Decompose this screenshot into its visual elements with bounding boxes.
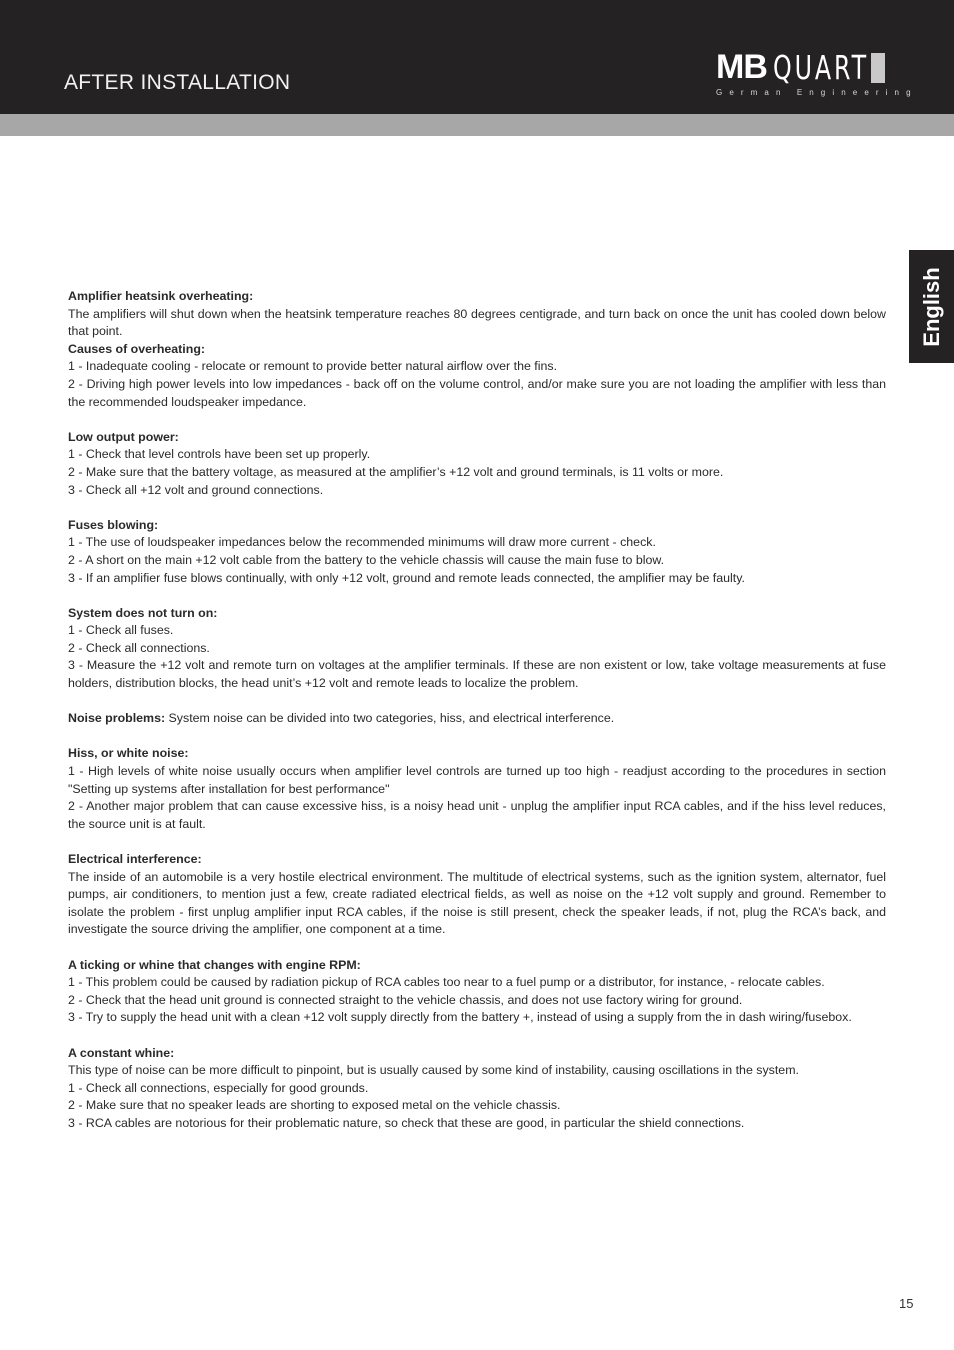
section-line: 1 - Inadequate cooling - relocate or remount to provide better natural airflow over the fins. xyxy=(68,359,558,374)
section-heading: Amplifier heatsink overheating: xyxy=(68,289,254,303)
header-bar xyxy=(0,0,954,114)
section-line: 1 - Check all fuses. xyxy=(68,623,174,638)
section-line: 1 - High levels of white noise usually occurs when amplifier level controls are turned up too high - readjust according to the procedures in section "Setting up systems after installation for best performance" xyxy=(68,764,886,796)
section-line: 3 - Measure the +12 volt and remote turn on voltages at the amplifier terminals. If these are non existent or low, take voltage measurements at fuse holders, distribution blocks, the head unit’s +12 volt and remote leads to localize the problem. xyxy=(68,658,886,691)
brand-logo xyxy=(716,48,918,100)
spacer xyxy=(68,728,886,746)
section-line: The amplifiers will shut down when the heatsink temperature reaches 80 degrees centigrade, and turn back on once the unit has cooled down below that point. xyxy=(68,306,886,339)
section-heading: Electrical interference: xyxy=(68,852,202,866)
noise-problems-paragraph xyxy=(68,710,886,728)
spacer xyxy=(68,939,886,957)
section-line: 1 - Check that level controls have been set up properly. xyxy=(68,447,371,462)
spacer xyxy=(68,411,886,429)
section-heading: Low output power: xyxy=(68,429,179,444)
spacer xyxy=(68,1027,886,1045)
section-line: 2 - Make sure that the battery voltage, as measured at the amplifier’s +12 volt and ground terminals, is 11 volts or more. xyxy=(68,464,724,479)
section-heading: A constant whine: xyxy=(68,1045,175,1060)
section-line: 3 - If an amplifier fuse blows continually, with only +12 volt, ground and remote leads connected, the amplifier may be faulty. xyxy=(68,570,745,585)
section-line: 2 - Make sure that no speaker leads are shorting to exposed metal on the vehicle chassis. xyxy=(68,1098,561,1113)
troubleshooting-content xyxy=(68,288,886,1133)
header-gray-band xyxy=(0,114,954,136)
logo-block-mark xyxy=(871,53,885,83)
section-heading: System does not turn on: xyxy=(68,605,218,620)
logo-mb-text: MB xyxy=(716,48,767,86)
section-heading: A ticking or whine that changes with engine RPM: xyxy=(68,957,361,972)
section-heading: Causes of overheating: xyxy=(68,341,206,356)
section-line: The inside of an automobile is a very hostile electrical environment. The multitude of electrical systems, such as the ignition system, alternator, fuel pumps, air conditioners, to mention just a few, create radiated electrical fields, as well as noise on the +12 volt supply and ground. Remember to isolate the problem - first unplug amplifier input RCA cables, if the noise is still present, check the speaker leads, if not, plug the RCA’s back, and investigate the source driving the amplifier, one component at a time. xyxy=(68,869,886,937)
section-line: 2 - Driving high power levels into low impedances - back off on the volume control, and/or make sure you are not loading the amplifier with less than the recommended loudspeaker impedance. xyxy=(68,376,886,409)
section-heading: Hiss, or white noise: xyxy=(68,746,189,761)
section-heading: Noise problems: xyxy=(68,711,166,726)
spacer xyxy=(68,587,886,605)
section-line: 2 - Check that the head unit ground is connected straight to the vehicle chassis, and does not use factory wiring for ground. xyxy=(68,992,743,1007)
logo-quart-text: QUART xyxy=(773,48,870,87)
spacer xyxy=(68,693,886,711)
spacer xyxy=(68,833,886,851)
section-line: This type of noise can be more difficult to pinpoint, but is usually caused by some kind of instability, causing oscillations in the system. xyxy=(68,1063,799,1078)
section-line: 1 - The use of loudspeaker impedances below the recommended minimums will draw more current - check. xyxy=(68,535,656,550)
section-line: 1 - This problem could be caused by radiation pickup of RCA cables too near to a fuel pump or a distributor, for instance, - relocate cables. xyxy=(68,975,825,990)
section-line: 1 - Check all connections, especially for good grounds. xyxy=(68,1080,369,1095)
section-line: 3 - Try to supply the head unit with a clean +12 volt supply directly from the battery +, instead of using a supply from the in dash wiring/fusebox. xyxy=(68,1010,852,1025)
section-line: 2 - Another major problem that can cause excessive hiss, is a noisy head unit - unplug the amplifier input RCA cables, and if the hiss level reduces, the source unit is at fault. xyxy=(68,799,886,831)
page-title: AFTER INSTALLATION xyxy=(64,71,291,94)
language-tab xyxy=(909,250,954,363)
section-heading: Fuses blowing: xyxy=(68,517,159,532)
section-line: 2 - A short on the main +12 volt cable from the battery to the vehicle chassis will cause the main fuse to blow. xyxy=(68,552,665,567)
section-inline-text: System noise can be divided into two categories, hiss, and electrical interference. xyxy=(168,711,615,726)
page-number: 15 xyxy=(899,1296,914,1311)
logo-tagline: German Engineering xyxy=(716,88,918,97)
section-line: 2 - Check all connections. xyxy=(68,640,210,655)
language-tab-label: English xyxy=(918,266,944,347)
section-line: 3 - RCA cables are notorious for their problematic nature, so check that these are good, in particular the shield connections. xyxy=(68,1115,745,1130)
section-line: 3 - Check all +12 volt and ground connections. xyxy=(68,482,324,497)
spacer xyxy=(68,499,886,517)
